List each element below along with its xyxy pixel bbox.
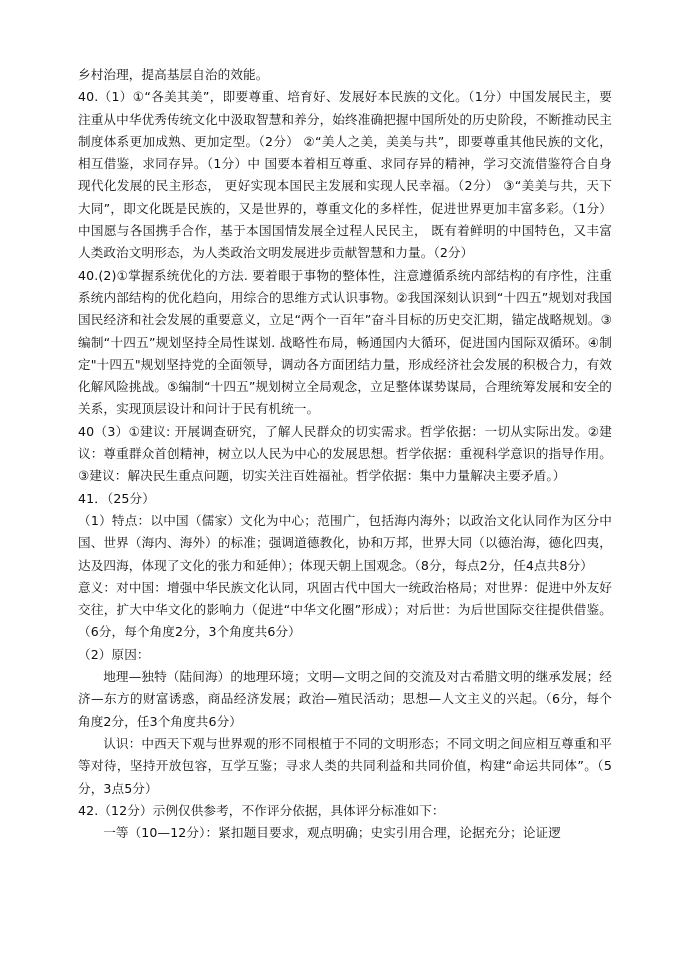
paragraph-40-2: 40.(2)①掌握系统优化的方法. 要着眼于事物的整体性，注意遵循系统内部结构的有序性，注重系统内部结构的优化趋向，用综合的思维方式认识事物。②我国深刻认识到“十四五”规划对我国国民经济和社会发展的重要意义，立足“两个一百年”奋斗目标的历史交汇期，锚定战略规划。③编制“十四五”规划坚持全局性谋划. 战略性布局，畅通国内大循环，促进国内国际双循环。④制定"十四五"规划坚持党的全面领导，调动各方面团结力量，形成经济社会发展的积极合力，有效化解风险挑战。⑤编制“十四五”规划树立全局观念，立足整体谋势谋局，合理统筹发展和安全的关系，实现顶层设计和问计于民有机统一。 <box>78 267 612 417</box>
paragraph-41-2-reasons: 地理—独特（陆间海）的地理环境；文明—文明之间的交流及对古希腊文明的继承发展；经济—东方的财富诱惑，商品经济发展；政治—殖民活动；思想—人文主义的兴起。（6分，每个角度2分，任3个角度共6分） <box>78 669 612 729</box>
paragraph-41-2-heading: （2）原因： <box>78 646 150 662</box>
paragraph-41-2-understanding: 认识：中西天下观与世界观的形不同根植于不同的文明形态；不同文明之间应相互尊重和平等对待，坚持开放包容，互学互鉴；寻求人类的共同利益和共同价值，构建“命运共同体”。（5分，3点5分） <box>78 735 612 796</box>
paragraph-42-grade-1: 一等（10—12分）：紧扣题目要求，观点明确；史实引用合理，论据充分；论证逻 <box>103 825 561 841</box>
paragraph-41-1-features: （1）特点：以中国（儒家）文化为中心；范围广，包括海内海外；以政治文化认同作为区分中国、世界（海内、海外）的标准；强调道德教化，协和万邦，世界大同（以德治海，德化四夷，达及四海，体现了文化的张力和延伸）；体现天朝上国观念。（8分，每点2分，任4点共8分） <box>78 512 612 573</box>
paragraph-42-heading: 42.（12分）示例仅供参考，不作评分依据，具体评分标准如下： <box>78 802 445 818</box>
paragraph-41-1-significance: 意义：对中国：增强中华民族文化认同，巩固古代中国大一统政治格局；对世界：促进中外友好交往，扩大中华文化的影响力（促进“中华文化圈”形成）；对后世：为后世国际交往提供借鉴。（6分，每个角度2分，3个角度共6分） <box>78 579 612 640</box>
paragraph-41-heading: 41．（25分） <box>78 490 155 506</box>
paragraph-40-1: 40.（1）①“各美其美”，即要尊重、培育好、发展好本民族的文化。（1分）中国发展民主，要注重从中华优秀传统文化中汲取智慧和养分，始终准确把握中国所处的历史阶段，不断推动民主制度体系更加成熟、更加定型。（2分） ②“美人之美，美美与共”，即要尊重其他民族的文化，相互借鉴，求同存异。（1分）中 国要本着相互尊重、求同存异的精神，学习交流借鉴符合自身现代化发展的民主形态， 更好实现本国民主发展和实现人民幸福。（2分） ③“美美与共，天下大同”，即文化既是民族的，又是世界的，尊重文化的多样性，促进世界更加丰富多彩。（1分）中国愿与各国携手合作，基于本国国情发展全过程人民民主， 既有着鲜明的中国特色，又丰富人类政治文明形态，为人类政治文明发展进步贡献智慧和力量。（2分） <box>78 89 612 261</box>
paragraph-1: 乡村治理，提高基层自治的效能。 <box>78 67 269 82</box>
paragraph-40-3: 40（3）①建议: 开展调查研究，了解人民群众的切实需求。哲学依据：一切从实际出发。②建议：尊重群众首创精神，树立以人民为中心的发展思想。哲学依据：重视科学意识的指导作用。③建议：解决民生重点问题，切实关注百姓福祉。哲学依据：集中力量解决主要矛盾。） <box>78 423 612 484</box>
